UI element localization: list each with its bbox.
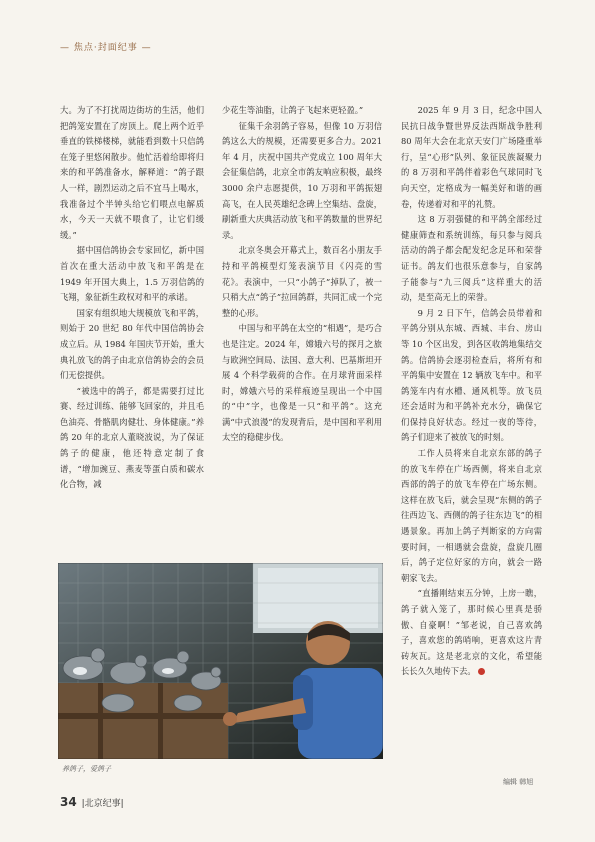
paragraph: “被选中的鸽子，都是需要打过比赛、经过训练、能够飞回家的，并且毛色油亮、骨骼肌肉健壮、身体健康。”养鸽 20 年的北京人董晓波说，为了保证鸽子的健康，他还特意定制了食谱，“增加豌豆、燕麦等蛋白质和碳水化合物，减: [60, 385, 204, 490]
paragraph: 少花生等油脂，让鸽子飞起来更轻盈。”: [222, 105, 364, 115]
end-mark-icon: [478, 668, 485, 675]
paragraph: 据中国信鸽协会专家回忆，新中国首次在重大活动中放飞和平鸽是在 1949 年开国大典上，1.5 万羽信鸽的飞翔，象征新生政权对和平的承诺。: [60, 245, 204, 303]
paragraph-text: “直播刚结束五分钟，上房一瞧，鸽子就入笼了，那时候心里真是骄傲、自豪啊！”邹老说，自己喜欢鸽子，喜欢您的鸽哨响，更喜欢这片青砖灰瓦。这是老北京的文化，希望能长长久久地传下去。: [401, 588, 542, 677]
paragraph: 这 8 万羽强健的和平鸽全部经过健康筛查和系统训练，每只参与阅兵活动的鸽子都会配发纪念足环和荣誉证书。鸽友们也很乐意参与，自家鸽子能参与“九三阅兵”这样重大的活动，是至高无上的荣誉。: [401, 214, 542, 303]
text-column-3: [401, 103, 542, 680]
paragraph: 大。为了不打扰周边街坊的生活，他们把鸽笼安置在了房顶上。爬上两个近乎垂直的铁梯楼梯，就能看到数十只信鸽在笼子里悠闲散步。他忙活着给即将归来的和平鸽准备水，解释道：“鸽子跟人一样，剧烈运动之后不宜马上喝水，我准备过个半钟头给它们喂点电解质水，今天一天就不喂食了，让它们缓缓。”: [60, 105, 204, 240]
page-footer: [60, 795, 124, 809]
text-column-1: [60, 103, 204, 493]
pigeon-keeper-photo: [58, 563, 383, 759]
paragraph: 9 月 2 日下午，信鸽会员带着和平鸽分别从东城、西城、丰台、房山等 10 个区出发，到各区收鸽地集结交鸽。信鸽协会逐羽检查后，将所有和平鸽集中安置在 12 辆放飞车中。和平鸽笼车内有水槽、通风机等。放飞员还会适时为和平鸽补充水分，确保它们保持良好状态。经过一夜的等待，鸽子们迎来了被放飞的时刻。: [401, 307, 542, 443]
pigeon-keeper-illustration: [58, 563, 383, 759]
paragraph-final: [401, 586, 542, 680]
paragraph: 中国与和平鸽在太空的“相遇”，是巧合也是注定。2024 年，嫦娥六号的探月之旅与欧洲空间局、法国、意大利、巴基斯坦开展 4 个科学载荷的合作。在月球背面采样时，嫦娥六号的采样痕迹呈现出一个中国的“中”字，也像是一只“和平鸽”。这充满“中式浪漫”的发现背后，是中国和平利用太空的稳健步伐。: [222, 323, 382, 443]
paragraph: 2025 年 9 月 3 日，纪念中国人民抗日战争暨世界反法西斯战争胜利 80 周年大会在北京天安门广场隆重举行，呈“心形”队列、象征民族凝聚力的 8 万羽和平鸽伴着彩色气球同时飞向天空，定格成为一幅美好和谐的画卷，传递着对和平的礼赞。: [401, 105, 542, 209]
paragraph: 工作人员将来自北京东部的鸽子的放飞车停在广场西侧，将来自北京西部的鸽子的放飞车停在广场东侧。这样在放飞后，就会呈现“东侧的鸽子往西边飞、西侧的鸽子往东边飞”的相遇景象。再加上鸽子判断家的方向需要时间，一相遇就会盘旋，盘旋几圈后，鸽子定位好家的方向，就会一路朝家飞去。: [401, 448, 542, 583]
section-header: — 焦点·封面纪事 —: [60, 43, 152, 53]
magazine-name: |北京纪事|: [81, 799, 124, 809]
editor-credit: 编辑 韩旭: [503, 778, 534, 786]
paragraph: 北京冬奥会开幕式上，数百名小朋友手持和平鸽模型灯笼表演节目《闪亮的雪花》。表演中，一只“小鸽子”掉队了，被一只稍大点“鸽子”拉回鸽群，共同汇成一个完整的心形。: [222, 245, 382, 318]
photo-caption: 养鸽子，爱鸽子: [62, 765, 111, 773]
text-column-2: [222, 103, 382, 446]
paragraph: 征集千余羽鸽子容易，但像 10 万羽信鸽这么大的规模，还需要更多合力。2021 年 4 月，庆祝中国共产党成立 100 周年大会征集信鸽，北京全市鸽友响应积极，最终 3000 余户志愿提供，10 万羽和平鸽振翅高飞，在人民英雄纪念碑上空集结、盘旋，刷新重大庆典活动放飞和平鸽数量的世界纪录。: [222, 120, 382, 240]
page-number: 34: [60, 795, 77, 809]
paragraph: 国家有组织地大规模放飞和平鸽，则始于 20 世纪 80 年代中国信鸽协会成立后。从 1984 年国庆节开始，重大典礼放飞的鸽子由北京信鸽协会的会员们无偿提供。: [60, 307, 204, 381]
